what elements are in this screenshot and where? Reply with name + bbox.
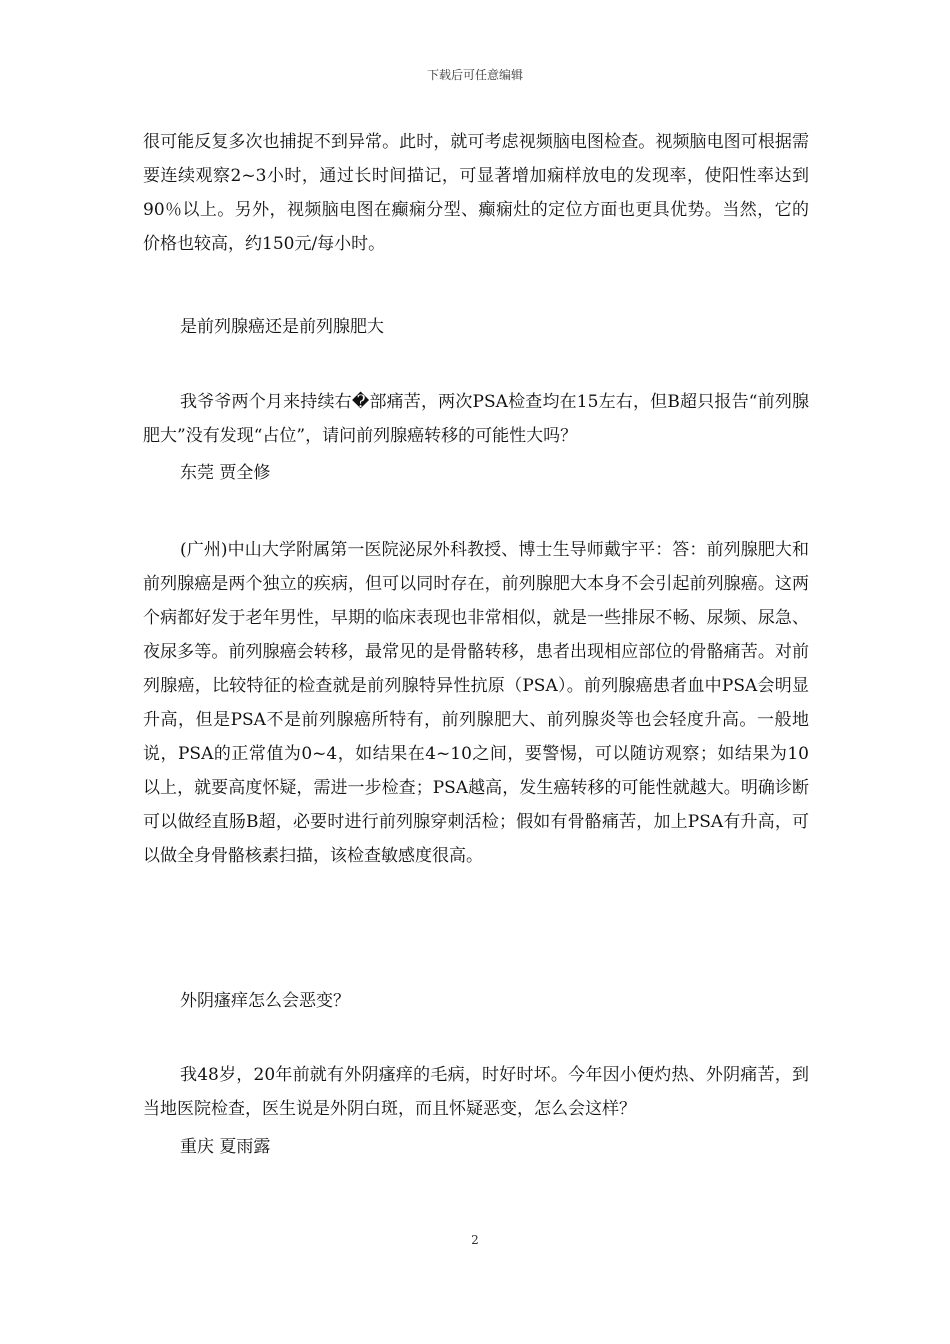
section-title-vulvar: 外阴瘙痒怎么会恶变？ bbox=[180, 991, 350, 1011]
answer-prostate: (广州)中山大学附属第一医院泌尿外科教授、博士生导师戴宇平：答：前列腺肥大和前列腺癌是两个独立的疾病，但可以同时存在，前列腺肥大本身不会引起前列腺癌。这两个病都好发于老年男性，早期的临床表现也非常相似，就是一些排尿不畅、尿频、尿急、夜尿多等。前列腺癌会转移，最常见的是骨骼转移，患者出现相应部位的骨骼痛苦。对前列腺癌，比较特征的检查就是前列腺特异性抗原（PSA）。前列腺癌患者血中PSA会明显升高，但是PSA不是前列腺癌所特有，前列腺肥大、前列腺炎等也会轻度升高。一般地说，PSA的正常值为0~4，如结果在4~10之间，要警惕，可以随访观察；如结果为10以上，就要高度怀疑，需进一步检查；PSA越高，发生癌转移的可能性就越大。明确诊断可以做经直肠B超，必要时进行前列腺穿刺活检；假如有骨骼痛苦，加上PSA有升高，可以做全身骨骼核素扫描，该检查敏感度很高。 bbox=[143, 540, 809, 866]
page-number: 2 bbox=[471, 1233, 479, 1247]
question-prostate: 我爷爷两个月来持续右�部痛苦，两次PSA检查均在15左右，但B超只报告“前列腺肥大”没有发现“占位”，请问前列腺癌转移的可能性大吗？ bbox=[143, 392, 809, 446]
page-header: 下载后可任意编辑 bbox=[426, 68, 523, 82]
section-title-prostate: 是前列腺癌还是前列腺肥大 bbox=[180, 317, 384, 337]
paragraph-video-eeg: 很可能反复多次也捕捉不到异常。此时，就可考虑视频脑电图检查。视频脑电图可根据需要连续观察2~3小时，通过长时间描记，可显著增加痫样放电的发现率，使阳性率达到90％以上。另外，视频脑电图在癫痫分型、癫痫灶的定位方面也更具优势。当然，它的价格也较高，约150元/每小时。 bbox=[143, 132, 809, 254]
signature-prostate: 东莞 贾全修 bbox=[180, 463, 271, 483]
question-vulvar: 我48岁，20年前就有外阴瘙痒的毛病，时好时坏。今年因小便灼热、外阴痛苦，到当地医院检查，医生说是外阴白斑，而且怀疑恶变，怎么会这样？ bbox=[143, 1065, 809, 1119]
signature-vulvar: 重庆 夏雨露 bbox=[180, 1137, 271, 1157]
